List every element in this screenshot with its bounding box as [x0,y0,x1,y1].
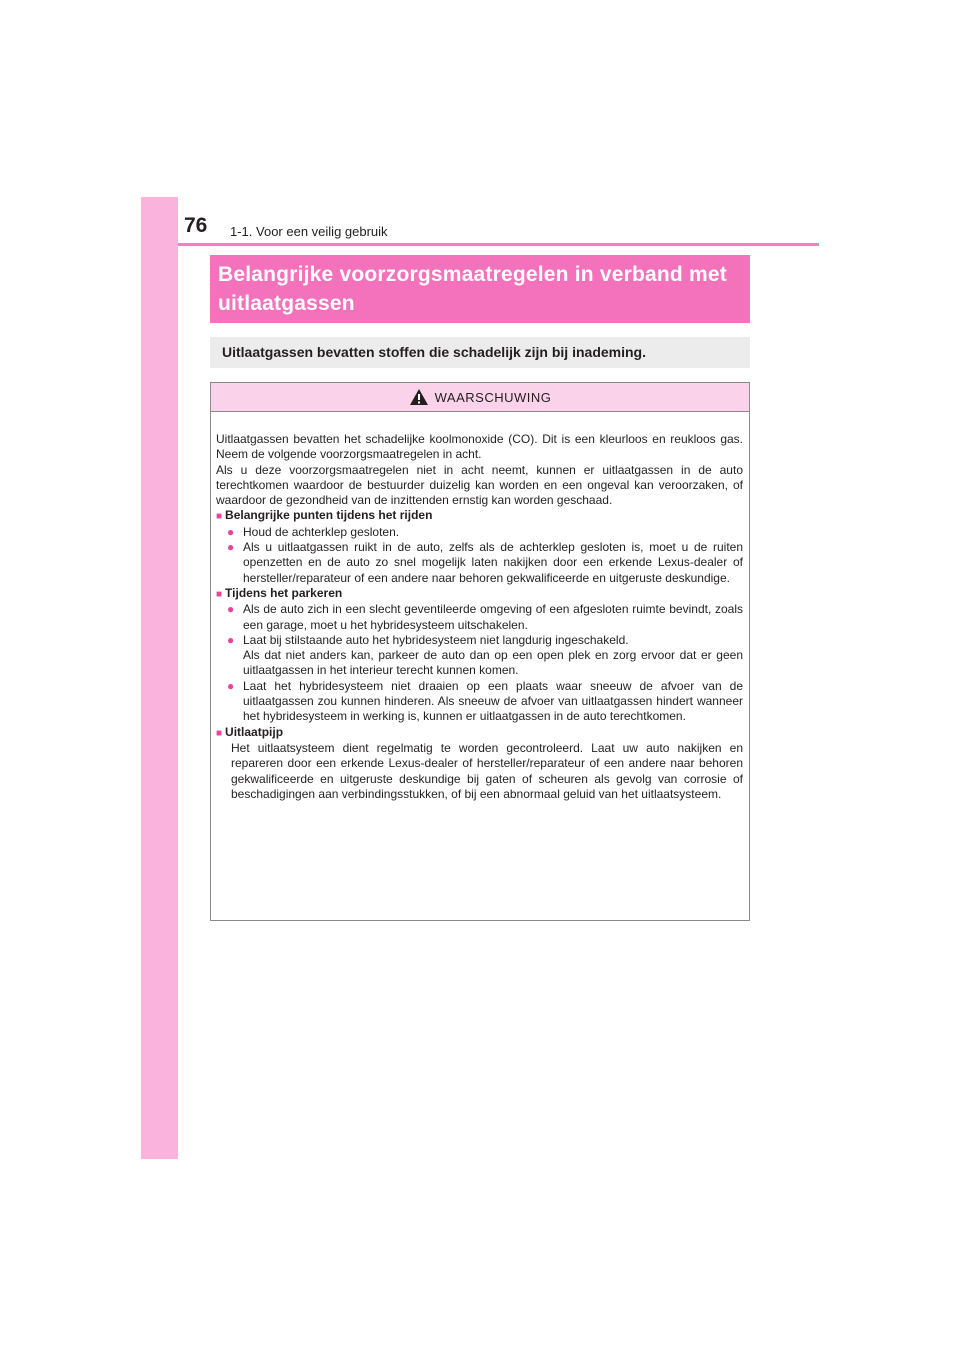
warning-paragraph: Als u deze voorzorgsmaatregelen niet in acht neemt, kunnen er uitlaatgassen in de auto terechtkomen waardoor de bestuurder duizelig kan worden en een ongeval kan veroorzaken, of waardoor de gezondheid van de inzittenden ernstig kan worden geschaad. [216,462,743,508]
side-tab-band [141,197,178,1159]
warning-triangle-icon [409,388,429,406]
list-item-line: Laat bij stilstaande auto het hybridesysteem niet langdurig ingeschakeld. [243,632,629,647]
section-title: 1-1. Voor een veilig gebruik [230,224,388,239]
warning-box [210,382,750,921]
list-item: ● Als de auto zich in een slecht geventileerde omgeving of een afgesloten ruimte bevindt, zoals een garage, moet u het hybridesysteem uitschakelen. [216,602,743,633]
header-divider [178,243,819,246]
list-item: ● Als u uitlaatgassen ruikt in de auto, zelfs als de achterklep gesloten is, moet u de ruiten openzetten en de auto zo snel mogelijk laten nakijken door een erkende Lexus-dealer of hersteller/reparateur of een andere naar behoren gekwalificeerde en uitgeruste deskundige. [216,540,743,586]
list-item: ● Laat het hybridesysteem niet draaien op een plaats waar sneeuw de afvoer van de uitlaatgassen zou kunnen hinderen. Als sneeuw de afvoer van uitlaatgassen hindert wanneer het hybridesysteem in werking is, kunnen er uitlaatgassen in de auto terechtkomen. [216,679,743,725]
page-number: 76 [184,214,208,237]
subsection-title-driving: ■ Belangrijke punten tijdens het rijden [216,508,743,524]
page-heading-line2: uitlaatgassen [218,292,355,315]
warning-header [211,383,749,412]
exhaust-pipe-text: Het uitlaatsysteem dient regelmatig te worden gecontroleerd. Laat uw auto nakijken en repareren door een erkende Lexus-dealer of hersteller/reparateur of een andere naar behoren gekwalificeerde en uitgeruste deskundige bij gaten of scheuren als gevolg van corrosie of beschadigingen aan verbindingsstukken, of bij een abnormaal geluid van het uitlaatsysteem. [231,740,743,801]
subsection-title-exhaust-pipe: ■ Uitlaatpijp [216,725,743,741]
list-item-line: Als dat niet anders kan, parkeer de auto dan op een open plek en zorg ervoor dat er geen uitlaatgassen in het interieur terecht kunnen komen. [243,648,743,678]
warning-body [211,412,749,802]
list-item: ● Houd de achterklep gesloten. [216,525,743,540]
subsection-title-parking: ■ Tijdens het parkeren [216,586,743,602]
warning-title: WAARSCHUWING [434,389,552,405]
page-heading-line1: Belangrijke voorzorgsmaatregelen in verband met [218,263,727,286]
intro-summary: Uitlaatgassen bevatten stoffen die schadelijk zijn bij inademing. [210,337,750,368]
warning-paragraph: Uitlaatgassen bevatten het schadelijke koolmonoxide (CO). Dit is een kleurloos en reukloos gas. Neem de volgende voorzorgsmaatregelen in acht. [216,432,743,462]
page-heading [210,255,750,323]
list-item [216,633,743,679]
